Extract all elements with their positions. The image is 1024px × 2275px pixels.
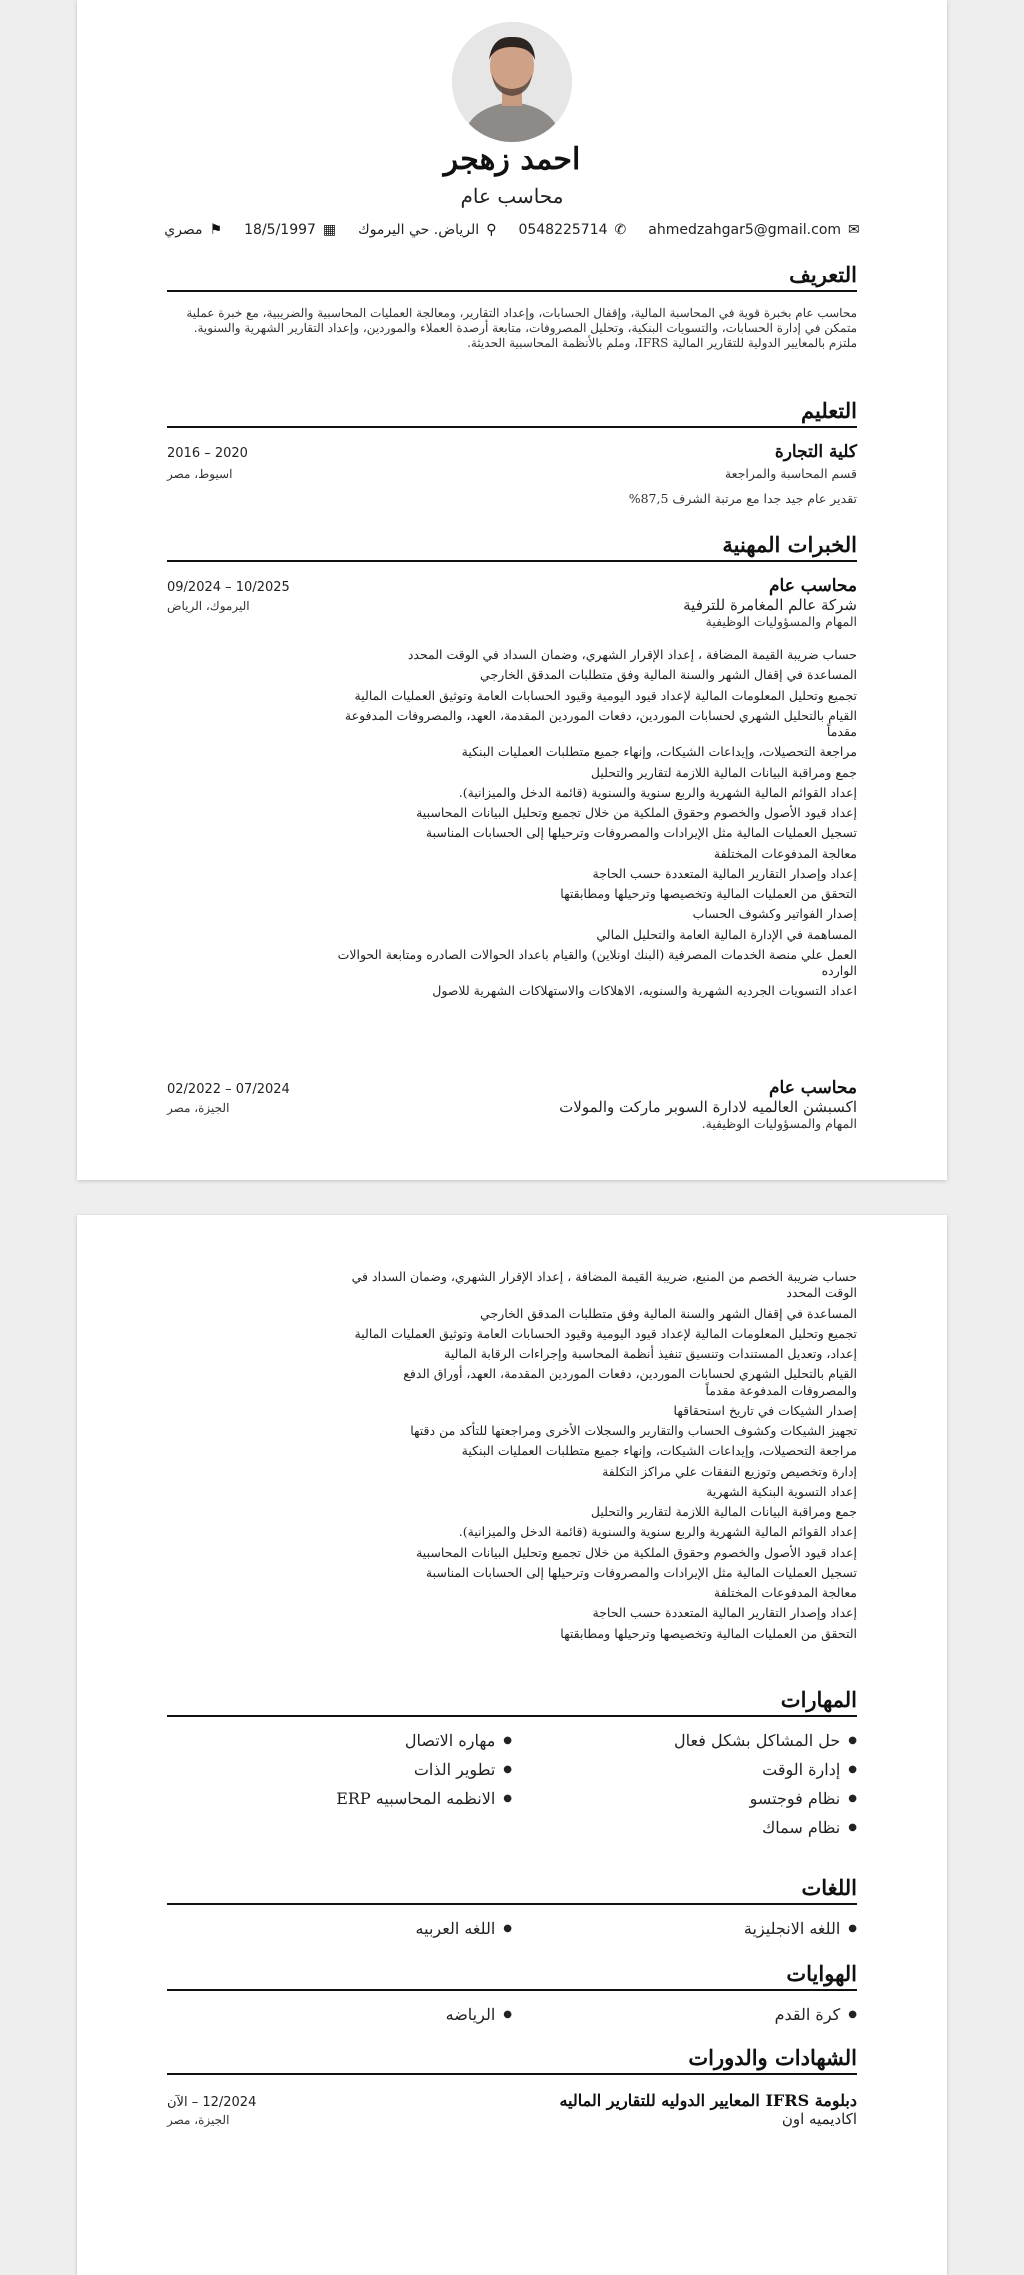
task-item: إدارة وتخصيص وتوزيع النفقات علي مراكز التكلفة [602, 1463, 857, 1479]
task-item: التحقق من العمليات المالية وتخصيصها وترحيلها ومطابقتها [560, 1625, 857, 1641]
about-text: محاسب عام بخبرة قوية في المحاسبة المالية، وإقفال الحسابات، وإعداد التقارير، ومعالجة العمليات المحاسبية والضريبية، مع خبرة عملية متمكن في إدارة الحسابات، والتسويات البنكية، وتحليل المصروفات، متابعة أرصدة العملاء والموردين، وإعداد التقارير الشهرية والسنوية. ملتزم بالمعايير الدولية للتقارير المالية IFRS، وملم بالأنظمة المحاسبية الحديثة. [186, 306, 857, 350]
task-item: المساهمة في الإدارة المالية العامة والتحليل المالي [596, 926, 857, 942]
task-item: القيام بالتحليل الشهري لحسابات الموردين، دفعات الموردين المقدمة، العهد، أوراق الدفع والمصروفات المدفوعة مقدماً [403, 1366, 857, 1398]
task-item: المساعدة في إقفال الشهر والسنة المالية وفق متطلبات المدقق الخارجي [480, 1305, 857, 1321]
task-item: القيام بالتحليل الشهري لحسابات الموردين، دفعات الموردين المقدمة، العهد، والمصروفات المدفوعة مقدماً [344, 707, 857, 739]
skills-grid [167, 1731, 857, 1837]
section-title-hobbies: الهوايات [167, 1961, 857, 1991]
candidate-name: احمد زهجر [443, 142, 581, 177]
language-item: ● اللغه الانجليزية [743, 1919, 857, 1938]
task-item: مراجعة التحصيلات، وإيداعات الشيكات، وإنهاء جميع متطلبات العمليات البنكية [461, 1443, 857, 1459]
task-item: تجهيز الشيكات وكشوف الحساب والتقارير والسجلات الأخرى ومراجعتها للتأكد من دقتها [410, 1423, 857, 1438]
hobby-item: ● كرة القدم [774, 2005, 857, 2024]
task-item: إعداد، وتعديل المستندات وتنسيق تنفيذ أنظمة المحاسبة وإجراءات الرقابة المالية [444, 1346, 857, 1361]
email-icon: ✉ [848, 222, 860, 238]
skill-item: ● حل المشاكل بشكل فعال [674, 1731, 857, 1750]
location-icon: ⚲ [486, 222, 497, 238]
education-title: كلية التجارة [774, 442, 857, 462]
task-item: المساعدة في إقفال الشهر والسنة المالية وفق متطلبات المدقق الخارجي [480, 667, 857, 683]
task-item: حساب ضريبة الخصم من المنبع، ضريبة القيمة المضافة ، إعداد الإقرار الشهري، وضمان السداد في الوقت المحدد [351, 1269, 857, 1301]
section-title-experience: الخبرات المهنية [167, 532, 857, 562]
hobby-item: ● الرياضه [445, 2005, 512, 2024]
job-entry-1 [167, 576, 857, 1004]
email-item[interactable] [648, 222, 860, 238]
job2-tasks-label: المهام والمسؤوليات الوظيفية. [701, 1116, 857, 1131]
phone-text: 0548225714 [518, 222, 608, 238]
skill-item: ● نظام سماك [762, 1818, 857, 1837]
job-entry-2 [167, 1078, 857, 1131]
resume-page-2 [77, 1215, 947, 2275]
task-item: حساب ضريبة القيمة المضافة ، إعداد الإقرار الشهري، وضمان السداد في الوقت المحدد [407, 647, 857, 662]
job2-company: اكسبشن العالميه لادارة السوبر ماركت والمولات [559, 1098, 857, 1116]
section-title-about: التعريف [167, 262, 857, 292]
task-item: تجميع وتحليل المعلومات المالية لإعداد قيود اليومية وقيود الحسابات العامة وتوثيق العمليات المالية [354, 1325, 857, 1341]
task-item: التحقق من العمليات المالية وتخصيصها وترحيلها ومطابقتها [560, 886, 857, 901]
birthdate-text: 18/5/1997 [244, 222, 316, 238]
contact-row [77, 222, 947, 238]
section-title-education: التعليم [167, 398, 857, 428]
location-text: الرياض. حي اليرموك [358, 222, 480, 238]
task-item: تجميع وتحليل المعلومات المالية لإعداد قيود اليومية وقيود الحسابات العامة وتوثيق العمليات المالية [354, 687, 857, 703]
candidate-title: محاسب عام [460, 184, 564, 208]
section-title-skills: المهارات [167, 1687, 857, 1717]
job1-company: شركة عالم المغامرة للترفية [683, 596, 857, 614]
education-location: اسيوط، مصر [167, 467, 233, 481]
task-item: إصدار الفواتير وكشوف الحساب [692, 906, 857, 922]
education-department: قسم المحاسبة والمراجعة [724, 466, 857, 481]
languages-grid [167, 1919, 857, 1938]
skill-item: ● مهاره الاتصال [404, 1731, 512, 1750]
task-item: جمع ومراقبة البيانات المالية اللازمة لتقارير والتحليل [590, 764, 857, 780]
skill-item: ● الانظمه المحاسبيه ERP [336, 1789, 512, 1808]
job2-task-list [337, 1269, 857, 1646]
phone-icon: ✆ [614, 222, 627, 238]
task-item: إعداد القوائم المالية الشهرية والربع سنوية والسنوية (قائمة الدخل والميزانية). [458, 1524, 857, 1540]
skill-item: ● نظام فوجتسو [749, 1789, 857, 1808]
task-item: إعداد التسوية البنكية الشهرية [706, 1483, 857, 1499]
certificate-provider: اكاديميه اون [781, 2110, 857, 2128]
education-entry [167, 442, 857, 506]
task-item: إصدار الشيكات في تاريخ استحقاقها [673, 1402, 857, 1418]
flag-icon: ⚑ [209, 222, 223, 238]
task-item: إعداد قيود الأصول والخصوم وحقوق الملكية من خلال تجميع وتحليل البيانات المحاسبية [416, 805, 857, 820]
section-title-languages: اللغات [167, 1875, 857, 1905]
task-item: جمع ومراقبة البيانات المالية اللازمة لتقارير والتحليل [590, 1504, 857, 1519]
task-item: العمل علي منصة الخدمات المصرفية (البنك اونلاين) والقيام باعداد الحوالات الصادره ومتابعة الحوالات الوارده [337, 946, 857, 978]
hobbies-grid [167, 2005, 857, 2024]
certificate-title: دبلومة IFRS المعايير الدوليه للتقارير الماليه [559, 2091, 857, 2110]
job1-task-list [337, 647, 857, 1000]
phone-item [518, 222, 626, 238]
job2-title: محاسب عام [769, 1078, 857, 1098]
calendar-icon: ▦ [322, 222, 337, 238]
education-date: 2016 – 2020 [167, 446, 248, 461]
task-item: إعداد القوائم المالية الشهرية والربع سنوية والسنوية (قائمة الدخل والميزانية). [458, 784, 857, 800]
avatar [452, 22, 572, 142]
email-text[interactable]: ahmedzahgar5@gmail.com [648, 222, 842, 238]
task-item: مراجعة التحصيلات، وإيداعات الشيكات، وإنهاء جميع متطلبات العمليات البنكية [461, 744, 857, 760]
nationality-item [164, 222, 222, 238]
birthdate-item [244, 222, 336, 238]
education-grade: تقدير عام جيد جدا مع مرتبة الشرف 87,5% [628, 491, 857, 506]
job2-location: الجيزة، مصر [167, 1101, 230, 1115]
skill-item: ● تطوير الذات [413, 1760, 512, 1779]
profile-photo [452, 22, 572, 142]
job1-title: محاسب عام [769, 576, 857, 596]
location-item [358, 222, 496, 238]
certificate-location: الجيزة، مصر [167, 2113, 230, 2127]
task-item: اعداد التسويات الجرديه الشهرية والسنويه، الاهلاكات والاستهلاكات الشهرية للاصول [432, 983, 857, 999]
task-item: معالجة المدفوعات المختلفة [713, 845, 857, 861]
task-item: تسجيل العمليات المالية مثل الإيرادات والمصروفات وترحيلها إلى الحسابات المناسبة [425, 825, 857, 841]
nationality-text: مصري [164, 222, 203, 238]
task-item: معالجة المدفوعات المختلفة [713, 1585, 857, 1600]
job1-date: 09/2024 – 10/2025 [167, 580, 290, 595]
job2-date: 02/2022 – 07/2024 [167, 1082, 290, 1097]
certificate-entry [167, 2091, 857, 2128]
language-item: ● اللغه العربيه [415, 1919, 512, 1938]
certificate-date: 12/2024 – الآن [167, 2095, 257, 2110]
resume-page-1 [77, 0, 947, 1180]
task-item: إعداد وإصدار التقارير المالية المتعددة حسب الحاجة [592, 1605, 857, 1621]
task-item: إعداد وإصدار التقارير المالية المتعددة حسب الحاجة [592, 865, 857, 881]
job1-tasks-label: المهام والمسؤوليات الوظيفية [705, 614, 857, 629]
task-item: إعداد قيود الأصول والخصوم وحقوق الملكية من خلال تجميع وتحليل البيانات المحاسبية [416, 1544, 857, 1560]
job1-location: اليرموك، الرياض [167, 599, 250, 613]
skill-item: ● إدارة الوقت [762, 1760, 857, 1779]
task-item: تسجيل العمليات المالية مثل الإيرادات والمصروفات وترحيلها إلى الحسابات المناسبة [425, 1564, 857, 1580]
section-title-certificates: الشهادات والدورات [167, 2045, 857, 2075]
